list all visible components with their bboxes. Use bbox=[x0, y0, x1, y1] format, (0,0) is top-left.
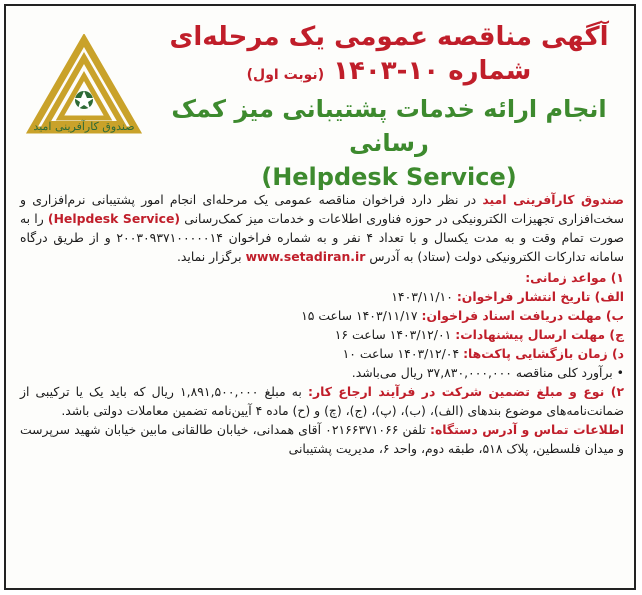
schedule-value: ۱۴۰۳/۱۱/۱۰ bbox=[391, 289, 453, 304]
website-link[interactable]: www.setadiran.ir bbox=[245, 249, 366, 264]
schedule-label: الف) تاریخ انتشار فراخوان: bbox=[456, 289, 624, 304]
title-block bbox=[154, 12, 624, 194]
schedule-item-publish bbox=[20, 287, 624, 306]
intro-text: در نظر دارد فراخوان مناقصه عمومی یک مرحله‌ای انجام امور پشتیبانی نرم‌افزاری و سخت‌افزاری تجهیزات الکترونیکی در حوزه فناوری اطلاعات و خدمات میز کمک‌رسانی bbox=[20, 192, 624, 226]
schedule-label: د) زمان بازگشایی پاکت‌ها: bbox=[463, 346, 624, 361]
schedule-value: ۱۴۰۳/۱۱/۱۷ ساعت ۱۵ bbox=[301, 308, 418, 323]
tender-round: (نوبت اول) bbox=[246, 67, 325, 83]
contact-text: تلفن ۰۲۱۶۶۳۷۱۰۶۶ آقای همدانی، خیابان طالقانی مابین خیابان شهید سرپرست و میدان فلسطین، پلاک ۵۱۸، طبقه دوم، واحد ۶، مدیریت پشتیبانی bbox=[20, 422, 624, 456]
contact-paragraph bbox=[20, 420, 624, 458]
guarantee-paragraph bbox=[20, 382, 624, 420]
tender-subject-english: (Helpdesk Service) bbox=[261, 163, 517, 191]
schedule-value: ۱۴۰۳/۱۲/۰۴ ساعت ۱۰ bbox=[342, 346, 460, 361]
schedule-value: ۱۴۰۳/۱۲/۰۱ ساعت ۱۶ bbox=[334, 327, 452, 342]
schedule-section bbox=[20, 268, 624, 382]
guarantee-text: به مبلغ ۱,۸۹۱,۵۰۰,۰۰۰ ریال که باید یک یا ترکیبی از ضمانت‌نامه‌های موضوع بندهای (الف)، (ب)، (پ)، (ج)، (چ) و (ح) ماده ۴ آیین‌نامه تضمین معاملات دولتی باشد. bbox=[20, 384, 624, 418]
guarantee-label: ۲) نوع و مبلغ تضمین شرکت در فرآیند ارجاع کار: bbox=[307, 384, 625, 399]
ad-header bbox=[14, 12, 626, 190]
tender-number bbox=[154, 54, 624, 92]
schedule-item-documents bbox=[20, 306, 624, 325]
estimate-line: • برآورد کلی مناقصه ۳۷,۸۳۰,۰۰۰,۰۰۰ ریال می‌باشد. bbox=[351, 365, 624, 380]
ad-title: آگهی مناقصه عمومی یک مرحله‌ای bbox=[169, 22, 609, 52]
intro-end: برگزار نماید. bbox=[176, 249, 242, 264]
organization-name: صندوق کارآفرینی امید bbox=[482, 192, 624, 207]
logo-caption: صندوق کارآفرینی امید bbox=[33, 120, 135, 133]
schedule-heading: ۱) مواعد زمانی: bbox=[525, 270, 624, 285]
ad-body bbox=[20, 190, 624, 458]
intro-paragraph bbox=[20, 190, 624, 266]
schedule-label: ب) مهلت دریافت اسناد فراخوان: bbox=[421, 308, 624, 323]
tender-number-main: شماره ۱۰-۱۴۰۳ bbox=[333, 56, 532, 86]
schedule-label: ج) مهلت ارسال پیشنهادات: bbox=[455, 327, 624, 342]
schedule-item-submission bbox=[20, 325, 624, 344]
service-tag: (Helpdesk Service) bbox=[47, 211, 181, 226]
omid-fund-logo-icon bbox=[24, 34, 144, 154]
intro-text-2: را به صورت تمام وقت و به مدت یکسال و با تعداد ۴ نفر و به شماره فراخوان ۲۰۰۳۰۹۳۷۱۰۰۰۰۰۱۴ و از طریق درگاه سامانه تدارکات الکترونیکی دولت (ستاد) به آدرس bbox=[20, 211, 624, 264]
advertisement-frame bbox=[4, 4, 636, 590]
schedule-item-opening bbox=[20, 344, 624, 363]
contact-label: اطلاعات تماس و آدرس دستگاه: bbox=[429, 422, 624, 437]
tender-subject: انجام ارائه خدمات پشتیبانی میز کمک رسانی bbox=[171, 95, 607, 157]
